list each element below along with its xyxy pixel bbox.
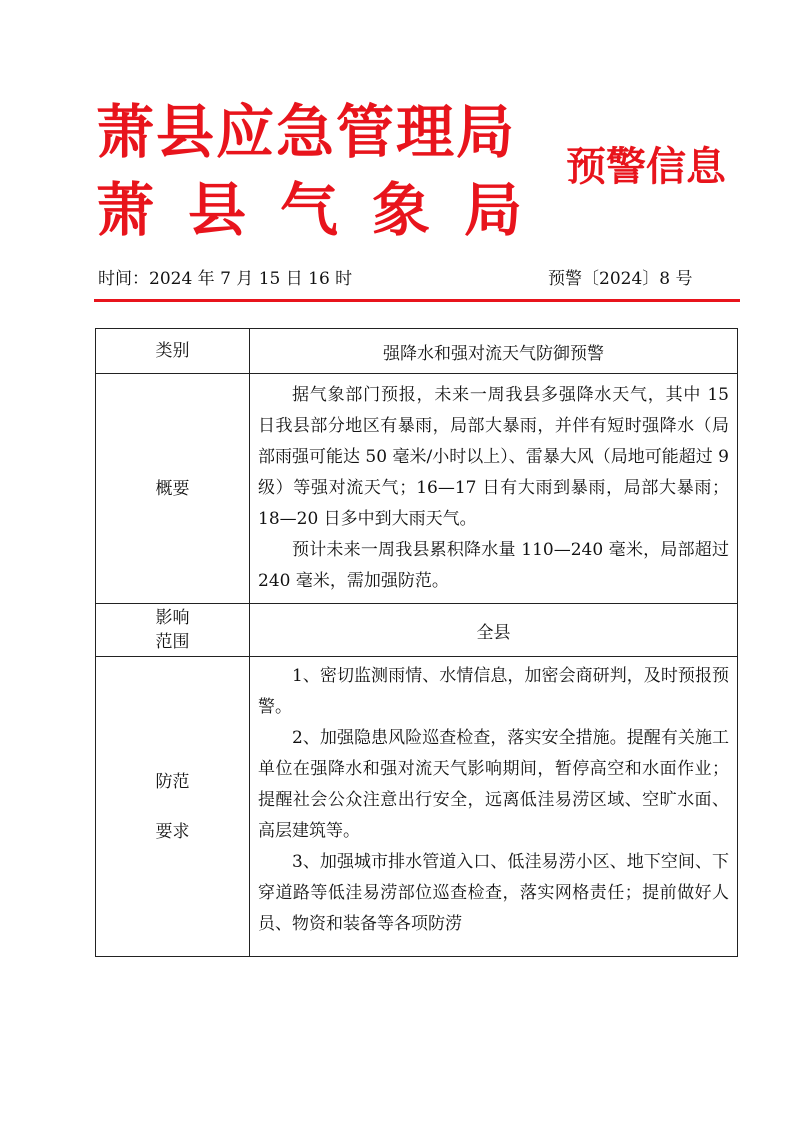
requirements-body [250,657,737,956]
label-spacer [96,794,249,820]
summary-paragraph: 预计未来一周我县累积降水量 110—240 毫米，局部超过 240 毫米，需加强防范。 [258,540,729,591]
table-row-requirements [96,657,738,957]
type-label: 类别 [96,329,250,374]
summary-content [250,374,738,604]
type-value: 强降水和强对流天气防御预警 [250,329,738,374]
requirements-label-line: 要求 [155,821,190,842]
scope-label-line: 影响 [155,608,190,628]
summary-paragraph: 据气象部门预报，未来一周我县多强降水天气，其中 15 日我县部分地区有暴雨，局部大暴雨，并伴有短时强降水（局部雨强可能达 50 毫米/小时以上）、雷暴大风（局地可能超过 9 级）等强对流天气；16—17 日有大雨到暴雨，局部大暴雨；18—20 日多中到大雨天气。 [258,385,729,529]
scope-label [96,604,250,657]
table-row-scope [96,604,738,657]
issuer-emergency-bureau: 萧县应急管理局 [96,98,517,166]
requirement-item: 2、加强隐患风险巡查检查，落实安全措施。提醒有关施工单位在强降水和强对流天气影响期间，暂停高空和水面作业；提醒社会公众注意出行安全，远离低洼易涝区域、空旷水面、高层建筑等。 [258,728,729,841]
document-number: 预警〔2024〕8 号 [548,269,693,289]
summary-label: 概要 [96,374,250,604]
requirements-label [96,657,250,957]
red-divider [94,299,740,302]
warning-table [95,328,738,957]
requirements-content [250,657,738,957]
table-row-summary [96,374,738,604]
requirements-label-line: 防范 [155,771,190,792]
issuer-meteorological-bureau: 萧县气象局 [96,176,557,244]
requirement-item: 1、密切监测雨情、水情信息，加密会商研判，及时预报预警。 [258,666,729,717]
document-type-title: 预警信息 [566,143,726,190]
table-row-type [96,329,738,374]
issue-time: 时间：2024 年 7 月 15 日 16 时 [98,269,353,289]
scope-value: 全县 [250,604,738,657]
requirement-item: 3、加强城市排水管道入口、低洼易涝小区、地下空间、下穿道路等低洼易涝部位巡查检查，落实网格责任；提前做好人员、物资和装备等各项防涝 [258,852,729,934]
scope-label-line: 范围 [155,632,190,652]
